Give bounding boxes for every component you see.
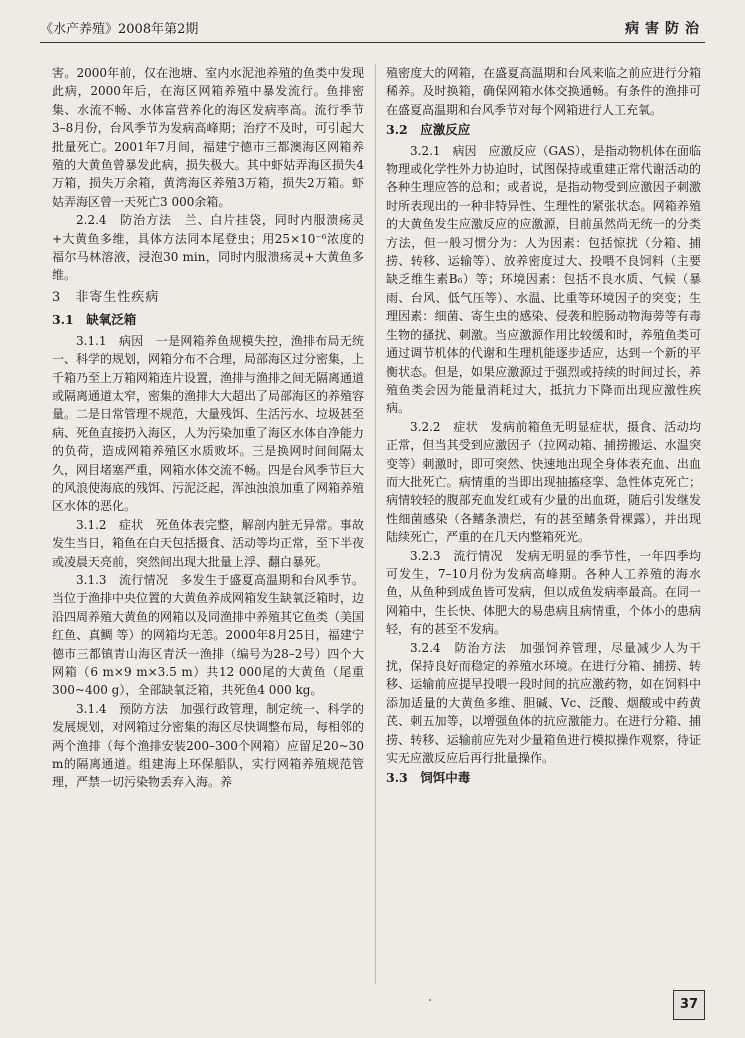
scan-mark: ・	[425, 996, 435, 1007]
page-number: 37	[673, 990, 705, 1020]
paragraph: 害。2000年前，仅在池塘、室内水泥池养殖的鱼类中发现此病，2000年后，在海区网箱养殖中暴发流行。鱼排密集、水流不畅、水体富营养化的海区发病率高。流行季节3–8月份，台风季节为发病高峰期；治疗不及时，可引起大批量死亡。2001年7月间，福建宁德市三都澳海区网箱养殖的大黄鱼曾暴发此病，损失极大。其中虾姑弄海区损失4万箱，损失万余箱，黄湾海区养殖3万箱，损失2万箱。虾姑弄海区曾一天死亡3 000余箱。	[52, 66, 364, 209]
subsection-heading: 3.2 应激反应	[386, 122, 471, 138]
left-column	[52, 64, 364, 792]
header-rule	[40, 42, 705, 43]
section-heading: 3 非寄生性疾病	[52, 289, 160, 305]
right-column	[386, 64, 701, 790]
paragraph: 3.2.1 病因 应激反应（GAS），是指动物机体在面临物理或化学性外力协迫时，试图保持或重建正常代谢活动的各种生理应答的总和；或者说，是指动物受到应激因子刺激时所表现出的一种非特异性、生理性的紧张状态。网箱养殖的大黄鱼发生应激反应的应激源，目前虽然尚无统一的分类方法，但一般习惯分为：人为因素：包括惊扰（分箱、捕捞、转移、运输等）、放养密度过大、投喂不良饲料（主要缺乏维生素B₆）等；环境因素：包括不良水质、气候（暴雨、台风、低气压等）、水温、比重等环境因子的突变；生理因素：细菌、寄生虫的感染、侵袭和腔肠动物海蒡等有毒生物的搔扰、刺激。当应激源作用比较缓和时，养殖鱼类可通过调节机体的代谢和生理机能逐步适应，达到一个新的平衡状态。但是，如果应激源过于强烈或持续的时间过长，养殖鱼类会因为能量消耗过大，抵抗力下降而出现应激性疾病。	[386, 143, 702, 416]
journal-title: 《水产养殖》2008年第2期	[40, 22, 199, 37]
subsection-heading: 3.1 缺氧泛箱	[52, 312, 137, 328]
column-divider	[375, 64, 376, 984]
paragraph: 2.2.4 防治方法 兰、白片挂袋，同时内服溃疡灵+大黄鱼多维，具体方法同本尾登虫；用25×10⁻⁶浓度的福尔马林溶液，浸泡30 min，同时内服溃疡灵+大黄鱼多维。	[52, 213, 364, 283]
section-label: 病害防治	[625, 21, 705, 37]
page-header	[40, 14, 705, 42]
paragraph: 3.1.2 症状 死鱼体表完整，解剖内脏无异常。事故发生当日，箱鱼在白天包括摄食、活动等均正常，至下半夜或凌晨天亮前，突然间出现大批量上浮、翻白暴死。	[52, 517, 365, 569]
subsection-heading: 3.3 饲饵中毒	[386, 770, 471, 786]
paragraph: 3.1.3 流行情况 多发生于盛夏高温期和台风季节。当位于渔排中央位置的大黄鱼养成网箱发生缺氧泛箱时，边沿四周养殖大黄鱼的网箱以及同渔排中养殖其它鱼类（美国红鱼、真鲷 等）的网箱均无恙。2000年8月25日，福建宁德市三都镇青山海区青沃一渔排（编号为28–2号）四个大网箱（6 m×9 m×3.5 m）共12 000尾的大黄鱼（尾重300~400 g），全部缺氧泛箱，共死鱼4 000 kg。	[52, 572, 365, 698]
paragraph: 殖密度大的网箱，在盛夏高温期和台风来临之前应进行分箱稀养。及时换箱，确保网箱水体交换通畅。有条件的渔排可在盛夏高温期和台风季节对每个网箱进行人工充氧。	[386, 66, 701, 117]
paragraph: 3.1.1 病因 一是网箱养鱼规模失控，渔排布局无统一、科学的规划，网箱分布不合理，局部海区过分密集，上千箱乃至上万箱网箱连片设置，渔排与渔排之间无隔离通道或隔离通道太窄，密集的渔排大大超出了局部海区的养殖容量。二是日常管理不规范，大量残饵、生活污水、垃圾甚至病、死鱼直接扔入海区，人为污染加重了海区水体自净能力的负荷，造成网箱养殖区水质败坏。三是换网时间间隔太久，网目堵塞严重，网箱水体交流不畅。四是台风季节巨大的风浪使海底的残饵、污泥泛起，浑浊浊浪加重了网箱养殖区水体的恶化。	[52, 333, 365, 514]
paragraph: 3.2.2 症状 发病前箱鱼无明显症状，摄食、活动均正常，但当其受到应激因子（拉网动箱、捕捞搬运、水温突变等）刺激时，即可突然、快速地出现全身体表充血、出血而大批死亡。病情重的当即出现抽搐痉挛、急性体克死亡；病情较轻的腹部充血发红或有少量的出血斑，随后引发继发性细菌感染（各鳍条溃烂，有的甚至鳍条骨裸露），并出现陆续死亡，严重的在几天内整箱死光。	[386, 419, 701, 545]
paragraph: 3.2.3 流行情况 发病无明显的季节性，一年四季均可发生，7–10月份为发病高峰期。各种人工养殖的海水鱼，从鱼种到成鱼皆可发病，但以成鱼发病率最高。在同一网箱中，生长快、体肥大的易患病且病情重，个体小的患病轻，有的甚至不发病。	[386, 548, 701, 637]
paragraph: 3.1.4 预防方法 加强行政管理，制定统一、科学的发展规划，对网箱过分密集的海区尽快调整布局，每相邻的两个渔排（每个渔排安装200–300个网箱）应留足20~30 m的隔离通道。组建海上环保船队，实行网箱养殖规范管理，严禁一切污染物丢弃入海。养	[52, 701, 365, 790]
paragraph: 3.2.4 防治方法 加强饲养管理，尽量减少人为干扰，保持良好而稳定的养殖水环境。在进行分箱、捕捞、转移、运输前应提早投喂一段时间的抗应激药物，如在饲料中添加适量的大黄鱼多维、胆碱、Vc、泛酸、烟酸或中药黄芪、刺五加等，以增强鱼体的抗应激能力。在进行分箱、捕捞、转移、运输前应先对少量箱鱼进行模拟操作观察，待证实无应激反应后再行批量操作。	[386, 640, 701, 766]
